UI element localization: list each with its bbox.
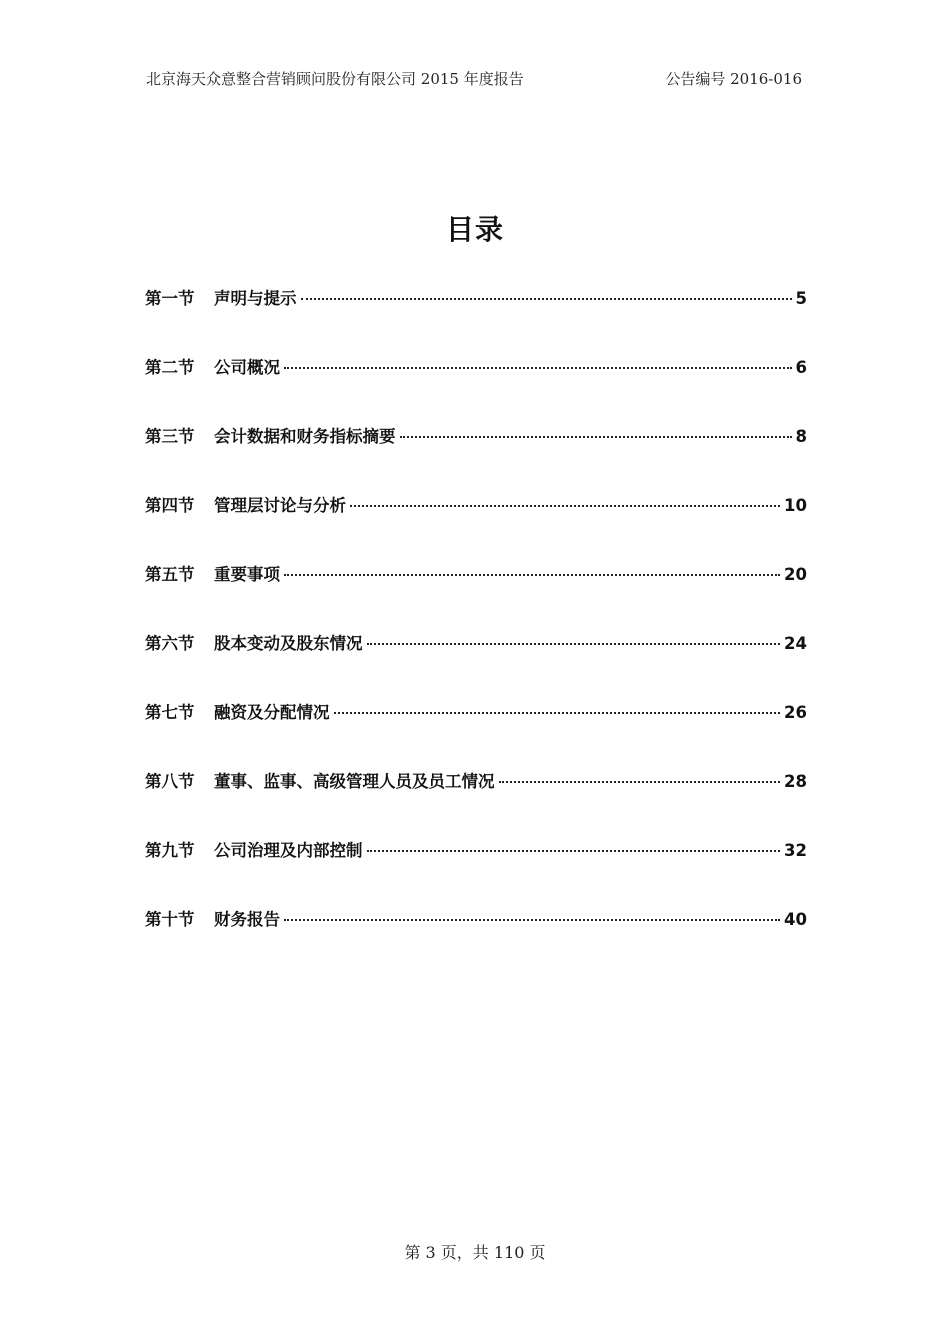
toc-page-number: 20: [784, 565, 807, 584]
toc-section-name: 公司治理及内部控制: [214, 841, 363, 860]
dot-leader: [284, 574, 780, 576]
toc-entry-8[interactable]: [145, 768, 807, 837]
toc-page-number: 10: [784, 496, 807, 515]
toc-section-number: 第九节: [145, 841, 195, 860]
toc-section-name: 管理层讨论与分析: [214, 496, 346, 515]
toc-section-number: 第四节: [145, 496, 195, 515]
toc-page-number: 6: [795, 358, 807, 377]
announcement-number: 公告编号 2016-016: [665, 70, 802, 88]
toc-section-name: 公司概况: [214, 358, 280, 377]
toc-section-name: 声明与提示: [214, 289, 297, 308]
report-title-header: 北京海天众意整合营销顾问股份有限公司 2015 年度报告: [146, 70, 524, 88]
toc-section-number: 第七节: [145, 703, 195, 722]
toc-section-name: 会计数据和财务指标摘要: [214, 427, 396, 446]
toc-entry-6[interactable]: [145, 630, 807, 699]
toc-page-number: 40: [784, 910, 807, 929]
toc-entry-7[interactable]: [145, 699, 807, 768]
toc-section-name: 重要事项: [214, 565, 280, 584]
toc-entry-1[interactable]: [145, 285, 807, 354]
page-footer: 第 3 页，共 110 页: [404, 1243, 546, 1262]
toc-page-number: 8: [795, 427, 807, 446]
toc-section-number: 第八节: [145, 772, 195, 791]
toc-entry-9[interactable]: [145, 837, 807, 906]
page-header: [146, 68, 802, 92]
dot-leader: [301, 298, 792, 300]
toc-section-number: 第三节: [145, 427, 195, 446]
toc-entry-2[interactable]: [145, 354, 807, 423]
dot-leader: [400, 436, 792, 438]
dot-leader: [499, 781, 781, 783]
toc-entry-3[interactable]: [145, 423, 807, 492]
toc-section-number: 第二节: [145, 358, 195, 377]
dot-leader: [284, 919, 780, 921]
toc-entry-5[interactable]: [145, 561, 807, 630]
toc-page-number: 26: [784, 703, 807, 722]
dot-leader: [334, 712, 781, 714]
toc-section-name: 董事、监事、高级管理人员及员工情况: [214, 772, 495, 791]
toc-section-name: 融资及分配情况: [214, 703, 330, 722]
toc-page-number: 5: [795, 289, 807, 308]
dot-leader: [350, 505, 780, 507]
toc-page-number: 24: [784, 634, 807, 653]
dot-leader: [367, 850, 781, 852]
toc-section-name: 股本变动及股东情况: [214, 634, 363, 653]
table-of-contents: [145, 285, 807, 975]
toc-page-number: 32: [784, 841, 807, 860]
toc-section-number: 第五节: [145, 565, 195, 584]
toc-section-name: 财务报告: [214, 910, 280, 929]
dot-leader: [367, 643, 781, 645]
dot-leader: [284, 367, 792, 369]
toc-section-number: 第十节: [145, 910, 195, 929]
toc-section-number: 第六节: [145, 634, 195, 653]
toc-entry-4[interactable]: [145, 492, 807, 561]
toc-title: 目录: [445, 213, 504, 246]
toc-section-number: 第一节: [145, 289, 195, 308]
toc-page-number: 28: [784, 772, 807, 791]
toc-entry-10[interactable]: [145, 906, 807, 975]
